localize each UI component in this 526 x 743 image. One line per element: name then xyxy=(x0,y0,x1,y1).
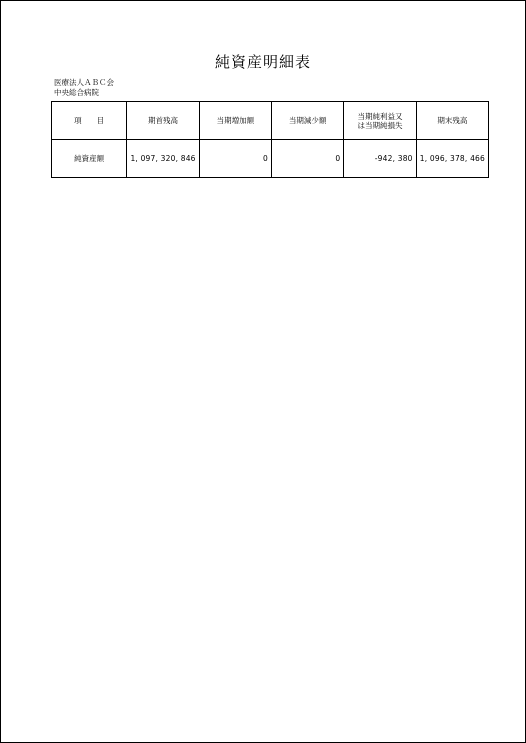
header-net-income-line-2: は当期純損失 xyxy=(357,120,403,130)
organization-line-1: 医療法人ＡＢＣ会 xyxy=(54,78,114,87)
row-closing-balance: 1, 096, 378, 466 xyxy=(416,140,488,178)
row-item-label: 純資産額 xyxy=(52,140,127,178)
header-item: 項 目 xyxy=(52,102,127,140)
table-row xyxy=(52,140,489,178)
document-title: 純資産明細表 xyxy=(214,53,311,71)
header-decrease: 当期減少額 xyxy=(272,102,344,140)
row-opening-balance: 1, 097, 320, 846 xyxy=(127,140,199,178)
net-assets-table xyxy=(51,101,489,178)
header-closing-balance: 期末残高 xyxy=(416,102,488,140)
organization-line-2: 中央総合病院 xyxy=(54,88,99,97)
table-header-row xyxy=(52,102,489,140)
row-net-income: -942, 380 xyxy=(344,140,416,178)
row-increase: 0 xyxy=(199,140,271,178)
header-net-income xyxy=(344,102,416,140)
header-opening-balance: 期首残高 xyxy=(127,102,199,140)
header-net-income-line-1: 当期純利益又 xyxy=(357,111,403,121)
header-increase: 当期増加額 xyxy=(199,102,271,140)
organization-name xyxy=(54,78,114,98)
row-decrease: 0 xyxy=(272,140,344,178)
